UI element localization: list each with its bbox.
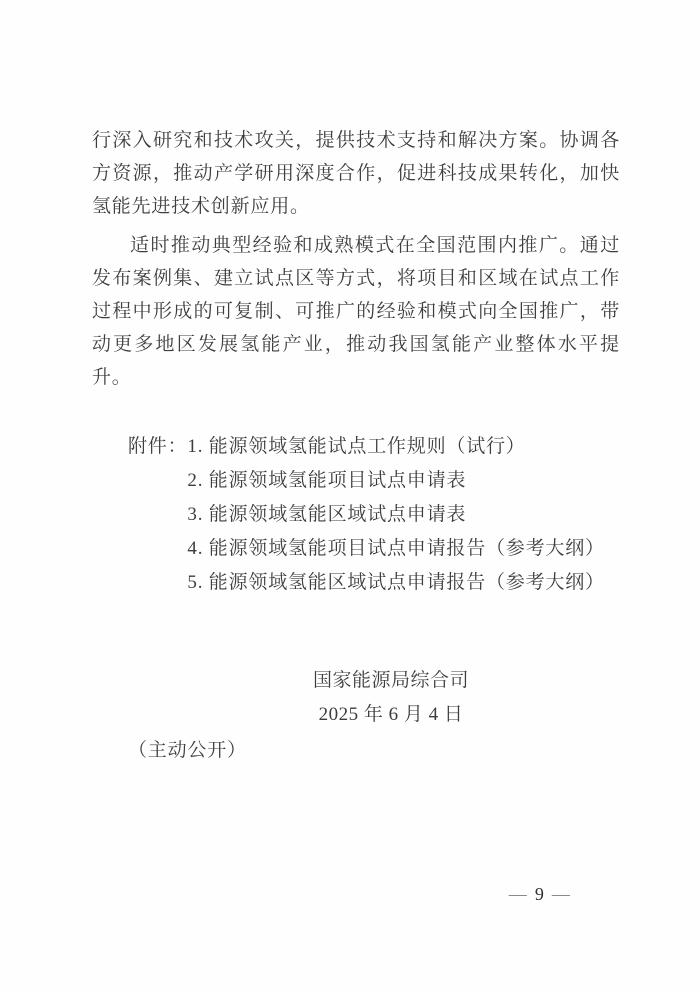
attachment-item: 5. 能源领域氢能区域试点申请报告（参考大纲）: [187, 572, 605, 593]
signature-block: [313, 664, 469, 732]
attachment-item: 2. 能源领域氢能项目试点申请表: [187, 470, 467, 491]
attachment-item: 4. 能源领域氢能项目试点申请报告（参考大纲）: [187, 538, 605, 559]
attachments-label: 附件：: [128, 436, 188, 457]
body-paragraph: 行深入研究和技术攻关，提供技术支持和解决方案。协调各方资源，推动产学研用深度合作，促进科技成果转化，加快氢能先进技术创新应用。: [92, 130, 620, 217]
attachment-item: 3. 能源领域氢能区域试点申请表: [187, 504, 467, 525]
attachment-item: 1. 能源领域氢能试点工作规则（试行）: [187, 436, 526, 457]
footer-dash-right: —: [551, 884, 570, 904]
signature-issuer: 国家能源局综合司: [312, 670, 469, 691]
attachments-block: [128, 430, 620, 600]
signature-date: 2025 年 6 月 4 日: [318, 704, 464, 725]
disclosure-note: （主动公开）: [128, 740, 247, 761]
page-number: 9: [534, 884, 544, 904]
page-footer: [501, 882, 578, 906]
attachments-list: [187, 430, 620, 600]
footer-dash-left: —: [508, 884, 527, 904]
body-paragraph: 适时推动典型经验和成熟模式在全国范围内推广。通过发布案例集、建立试点区等方式，将项目和区域在试点工作过程中形成的可复制、可推广的经验和模式向全国推广，带动更多地区发展氢能产业，推动我国氢能产业整体水平提升。: [92, 235, 620, 388]
